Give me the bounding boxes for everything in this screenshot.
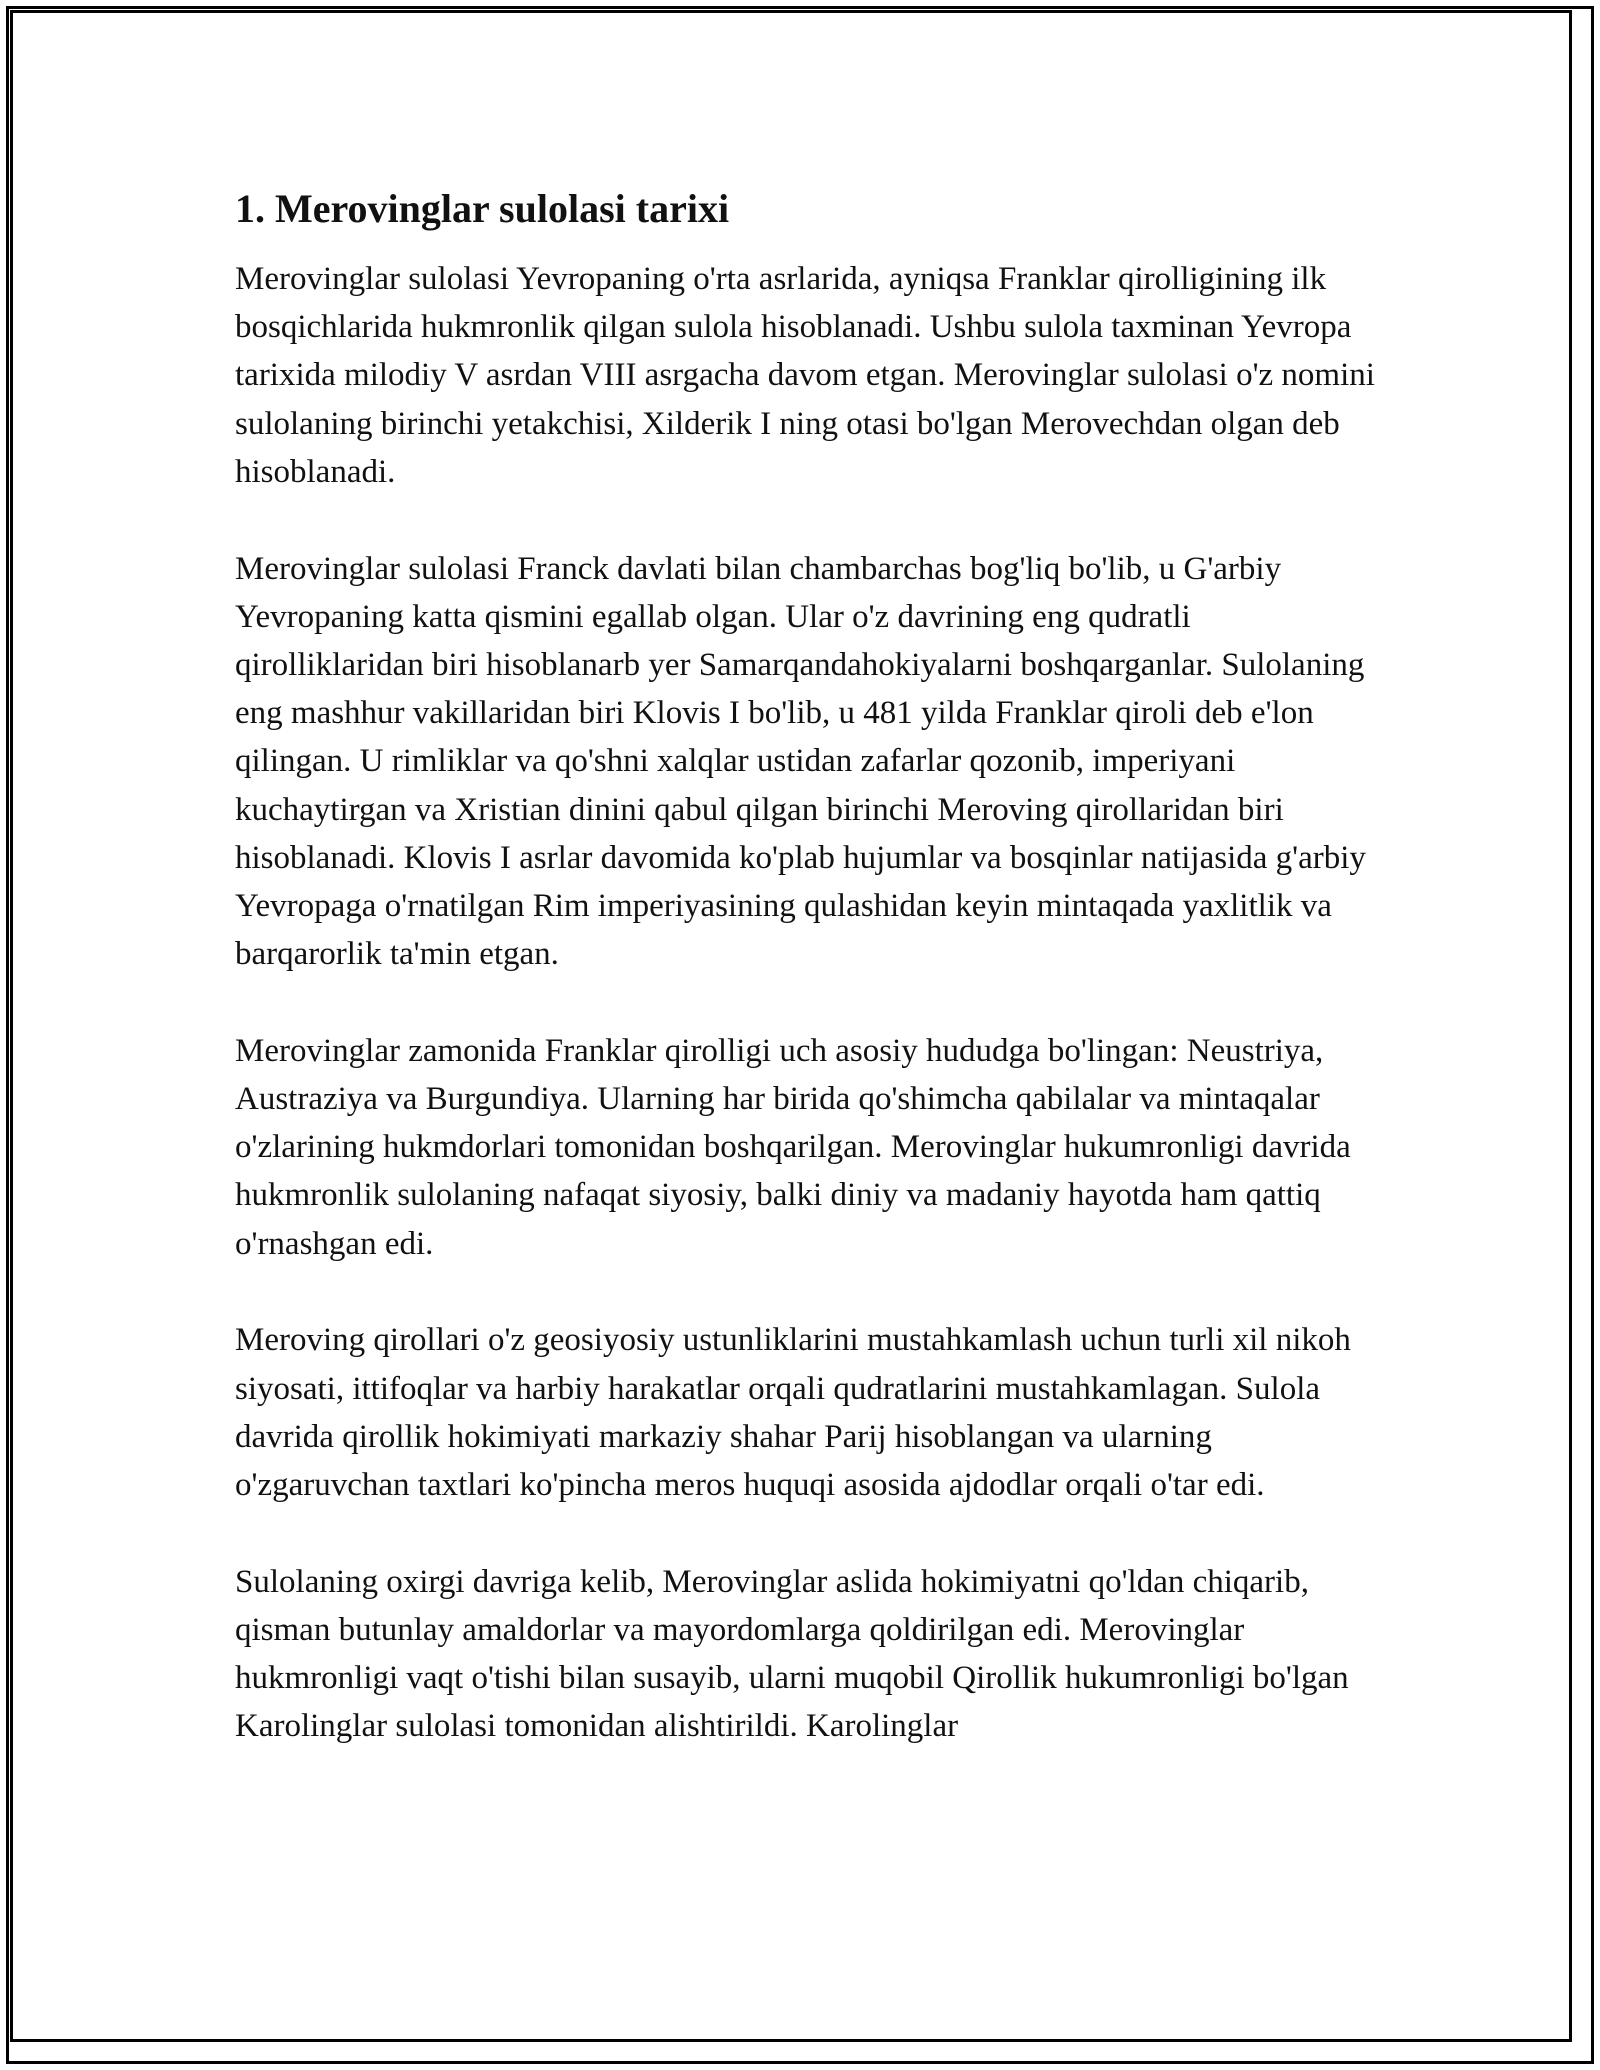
document-body (235, 185, 1375, 1799)
paragraph-1: Merovinglar sulolasi Yevropaning o'rta asrlarida, ayniqsa Franklar qirolligining ilk bosqichlarida hukmronlik qilgan sulola hisoblanadi. Ushbu sulola taxminan Yevropa tarixida milodiy V asrdan VIII asrgacha davom etgan. Merovinglar sulolasi o'z nomini sulolaning birinchi yetakchisi, Xilderik I ning otasi bo'lgan Merovechdan olgan deb hisoblanadi. (235, 261, 1375, 490)
paragraph-4: Meroving qirollari o'z geosiyosiy ustunliklarini mustahkamlash uchun turli xil nikoh siyosati, ittifoqlar va harbiy harakatlar orqali qudratlarini mustahkamlagan. Sulola davrida qirollik hokimiyati markaziy shahar Parij hisoblangan va ularning o'zgaruvchan taxtlari ko'pincha meros huquqi asosida ajdodlar orqali o'tar edi. (235, 1322, 1351, 1503)
document-title: 1. Merovinglar sulolasi tarixi (235, 186, 730, 231)
paragraph-5: Sulolaning oxirgi davriga kelib, Merovinglar aslida hokimiyatni qo'ldan chiqarib, qisman butunlay amaldorlar va mayordomlarga qoldirilgan edi. Merovinglar hukmronligi vaqt o'tishi bilan susayib, ularni muqobil Qirollik hukumronligi bo'lgan Karolinglar sulolasi tomonidan alishtirildi. Karolinglar (235, 1563, 1349, 1745)
paragraph-3: Merovinglar zamonida Franklar qirolligi uch asosiy hududga bo'lingan: Neustriya, Austraziya va Burgundiya. Ularning har birida qo'shimcha qabilalar va mintaqalar o'zlarining hukmdorlari tomonidan boshqarilgan. Merovinglar hukumronligi davrida hukmronlik sulolaning nafaqat siyosiy, balki diniy va madaniy hayotda ham qattiq o'rnashgan edi. (235, 1032, 1351, 1262)
paragraph-2: Merovinglar sulolasi Franck davlati bilan chambarchas bog'liq bo'lib, u G'arbiy Yevropaning katta qismini egallab olgan. Ular o'z davrining eng qudratli qirolliklaridan biri hisoblanarb yer Samarqandahokiyalarni boshqarganlar. Sulolaning eng mashhur vakillaridan biri Klovis I bo'lib, u 481 yilda Franklar qiroli deb e'lon qilingan. U rimliklar va qo'shni xalqlar ustidan zafarlar qozonib, imperiyani kuchaytirgan va Xristian dinini qabul qilgan birinchi Meroving qirollaridan biri hisoblanadi. Klovis I asrlar davomida ko'plab hujumlar va bosqinlar natijasida g'arbiy Yevropaga o'rnatilgan Rim imperiyasining qulashidan keyin mintaqada yaxlitlik va barqarorlik ta'min etgan. (235, 550, 1366, 973)
